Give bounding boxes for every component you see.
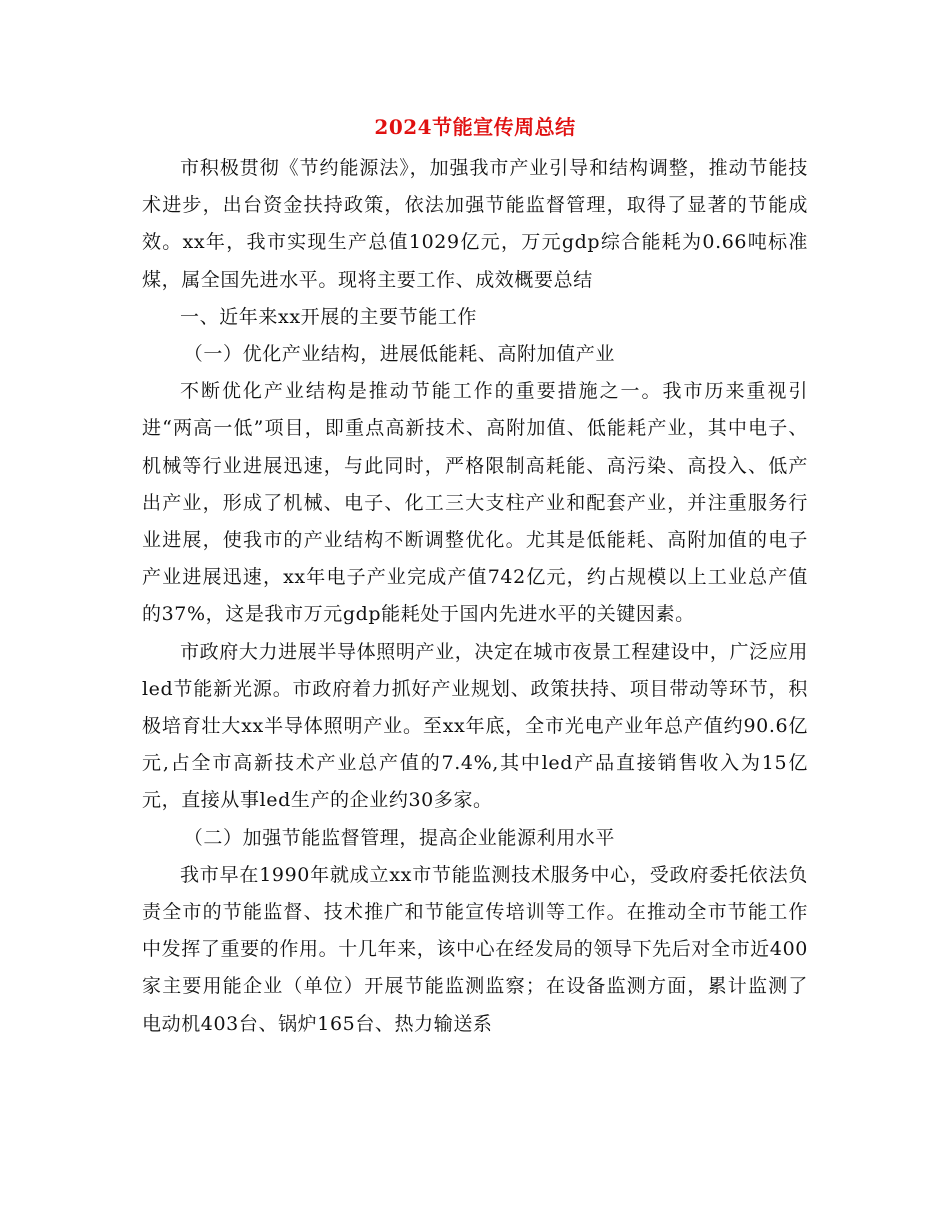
subsection-heading-1: （一）优化产业结构，进展低能耗、高附加值产业 xyxy=(183,343,615,366)
document-page xyxy=(142,112,808,1043)
paragraph-semiconductor-lighting: 市政府大力进展半导体照明产业，决定在城市夜景工程建设中，广泛应用led节能新光源。市政府着力抓好产业规划、政策扶持、项目带动等环节，积极培育壮大xx半导体照明产业。至xx年底，全市光电产业年总产值约90.6亿元,占全市高新技术产业总产值的7.4%,其中led产品直接销售收入为15亿元，直接从事led生产的企业约30多家。 xyxy=(142,640,808,812)
paragraph-energy-monitoring: 我市早在1990年就成立xx市节能监测技术服务中心，受政府委托依法负责全市的节能监督、技术推广和节能宣传培训等工作。在推动全市节能工作中发挥了重要的作用。十几年来，该中心在经发局的领导下先后对全市近400家主要用能企业（单位）开展节能监测监察；在设备监测方面，累计监测了电动机403台、锅炉165台、热力输送系 xyxy=(142,863,808,1035)
subsection-heading-2: （二）加强节能监督管理，提高企业能源利用水平 xyxy=(183,826,615,849)
paragraph-intro: 市积极贯彻《节约能源法》，加强我市产业引导和结构调整，推动节能技术进步，出台资金扶持政策，依法加强节能监督管理，取得了显著的节能成效。xx年，我市实现生产总值1029亿元，万元gdp综合能耗为0.66吨标准煤，属全国先进水平。现将主要工作、成效概要总结 xyxy=(142,157,808,291)
document-title: 2024节能宣传周总结 xyxy=(374,115,576,139)
section-heading-1: 一、近年来xx开展的主要节能工作 xyxy=(180,305,478,328)
paragraph-industry-structure: 不断优化产业结构是推动节能工作的重要措施之一。我市历来重视引进“两高一低”项目，即重点高新技术、高附加值、低能耗产业，其中电子、机械等行业进展迅速，与此同时，严格限制高耗能、高污染、高投入、低产出产业，形成了机械、电子、化工三大支柱产业和配套产业，并注重服务行业进展，使我市的产业结构不断调整优化。尤其是低能耗、高附加值的电子产业进展迅速，xx年电子产业完成产值742亿元，约占规模以上工业总产值的37%，这是我市万元gdp能耗处于国内先进水平的关键因素。 xyxy=(142,380,808,626)
